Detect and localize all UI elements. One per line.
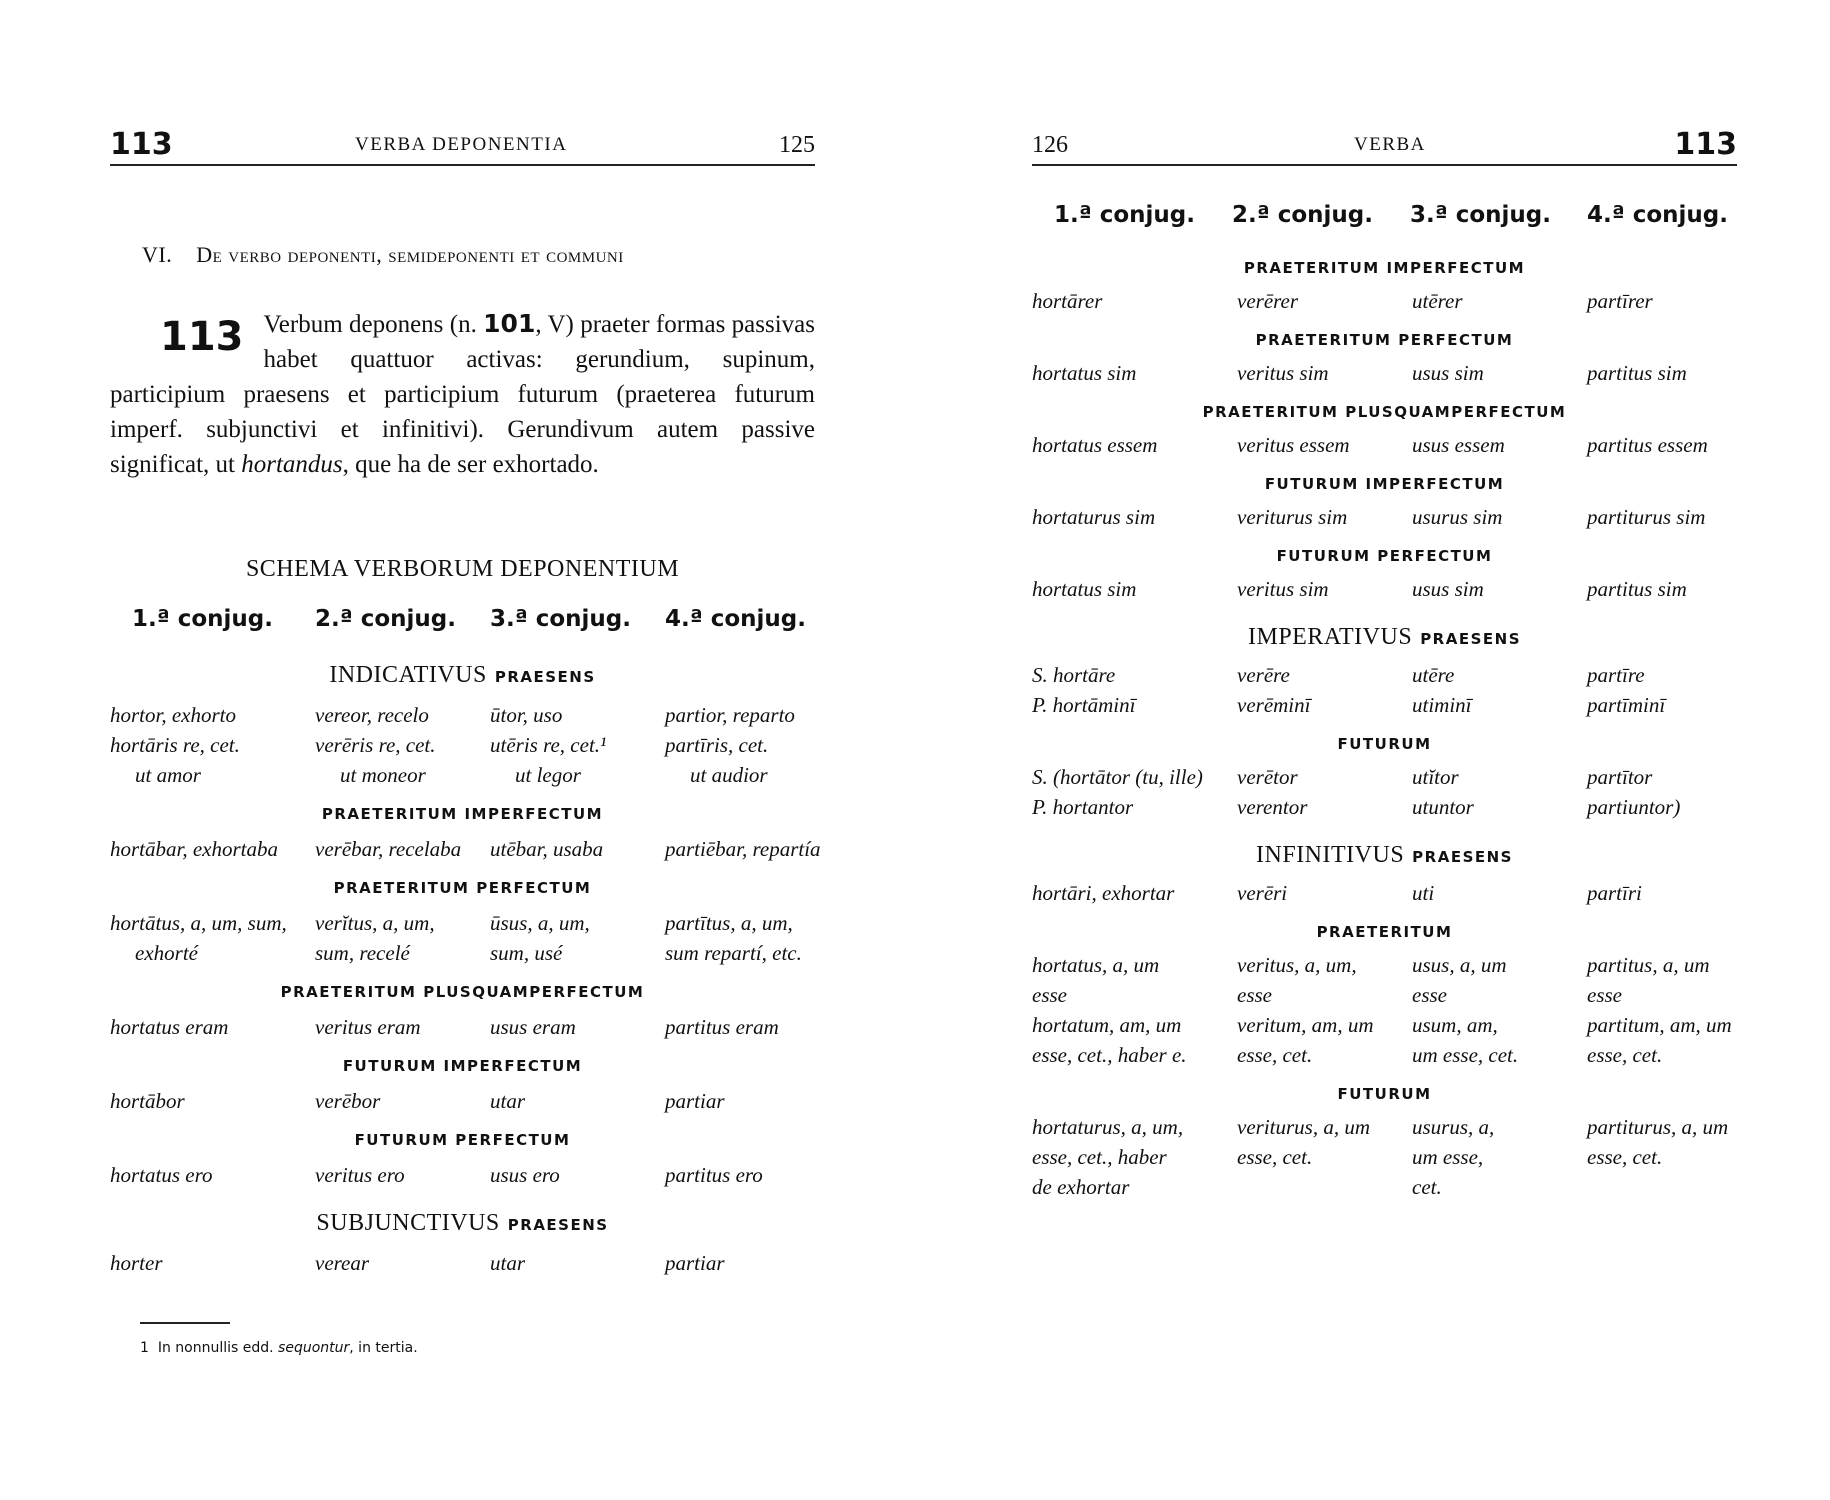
table-row xyxy=(1032,358,1737,388)
table-row xyxy=(1032,1112,1737,1142)
table-cell: verērer xyxy=(1237,289,1299,313)
table-cell: hortatum, am, um xyxy=(1032,1013,1182,1037)
tense-heading-text: INFINITIVUS xyxy=(1256,842,1405,868)
table-row xyxy=(1032,1040,1737,1070)
table-cell: partītus, a, um, xyxy=(665,911,793,935)
running-title: VERBA DEPONENTIA xyxy=(355,134,568,155)
table-cell: verēris re, cet. xyxy=(315,733,436,757)
conjugation-header xyxy=(110,606,815,640)
table-cell: partitus sim xyxy=(1587,577,1687,601)
table-cell: utĭtor xyxy=(1412,765,1459,789)
table-row xyxy=(1032,660,1737,690)
tense-heading xyxy=(1032,836,1737,874)
table-row xyxy=(110,938,815,968)
table-row xyxy=(1032,950,1737,980)
table-cell: esse xyxy=(1587,983,1622,1007)
table-cell: exhorté xyxy=(135,941,198,965)
tense-heading xyxy=(110,656,815,694)
table-cell: utar xyxy=(490,1251,526,1275)
table-cell: hortaturus sim xyxy=(1032,505,1156,529)
tense-subheading: PRAESENS xyxy=(507,1216,609,1234)
table-cell: P. hortāminī xyxy=(1032,693,1136,717)
table-row xyxy=(110,730,815,760)
section-heading xyxy=(142,242,624,268)
table-cell: partiēbar, repartía xyxy=(665,837,821,861)
tense-heading xyxy=(1032,326,1737,354)
table-cell: verĭtus, a, um, xyxy=(315,911,435,935)
table-row xyxy=(1032,1010,1737,1040)
tense-heading-text: FUTURUM xyxy=(1337,1085,1432,1103)
table-cell: sum, usé xyxy=(490,941,563,965)
table-cell: veritus eram xyxy=(315,1015,421,1039)
tense-heading-text: PRAETERITUM PERFECTUM xyxy=(333,879,592,897)
paragraph-marker: 113 xyxy=(160,314,244,360)
tense-heading xyxy=(1032,918,1737,946)
table-row xyxy=(110,1012,815,1042)
footnote xyxy=(140,1340,418,1356)
table-row xyxy=(1032,502,1737,532)
table-cell: partior, reparto xyxy=(665,703,795,727)
table-cell: utēbar, usaba xyxy=(490,837,604,861)
table-cell: utēris re, cet.¹ xyxy=(490,733,607,757)
conjugation-block xyxy=(110,656,815,790)
table-cell: partīris, cet. xyxy=(665,733,769,757)
table-cell: usum, am, xyxy=(1412,1013,1498,1037)
tense-subheading: PRAESENS xyxy=(1420,630,1521,648)
left-running-head xyxy=(110,128,815,166)
table-cell: veriturus sim xyxy=(1237,505,1348,529)
right-tables xyxy=(1032,254,1737,1202)
table-cell: usus ero xyxy=(490,1163,560,1187)
body-paragraph xyxy=(110,306,815,482)
running-title: VERBA xyxy=(1354,134,1426,155)
conjugation-block xyxy=(1032,542,1737,604)
page-number: 125 xyxy=(779,132,815,158)
table-cell: esse xyxy=(1237,983,1272,1007)
right-page xyxy=(1032,0,1737,1500)
para-text-b: , V) praeter formas passivas habet quattuor activas: gerundium, supinum, participium praesens et participium futurum (praeterea futurum imperf. subjunctivi et infinitivi). Gerundivum autem passive significat, ut xyxy=(110,311,815,478)
paragraph-number: 113 xyxy=(110,127,173,162)
tense-heading xyxy=(110,1204,815,1242)
conjugation-block xyxy=(110,800,821,864)
table-row xyxy=(1032,878,1737,908)
para-text-a: Verbum deponens (n. xyxy=(263,311,484,338)
table-cell: hortaturus, a, um, xyxy=(1032,1115,1184,1139)
table-cell: hortatus ero xyxy=(110,1163,213,1187)
tense-subheading: PRAESENS xyxy=(1412,848,1513,866)
table-cell: partitus eram xyxy=(665,1015,779,1039)
table-row xyxy=(110,1086,815,1116)
table-row xyxy=(1032,690,1737,720)
table-cell: usus, a, um xyxy=(1412,953,1507,977)
table-cell: sum, recelé xyxy=(315,941,410,965)
table-cell: partīri xyxy=(1587,881,1642,905)
tense-heading xyxy=(1032,398,1737,426)
table-cell: hortāri, exhortar xyxy=(1032,881,1175,905)
tense-heading-text: PRAETERITUM PERFECTUM xyxy=(1255,331,1514,349)
table-cell: verentor xyxy=(1237,795,1308,819)
table-row xyxy=(110,700,815,730)
tense-heading-text: PRAETERITUM IMPERFECTUM xyxy=(1243,259,1526,277)
table-cell: usurus, a, xyxy=(1412,1115,1495,1139)
table-cell: esse, cet. xyxy=(1237,1043,1313,1067)
table-row xyxy=(1032,574,1737,604)
conjugation-block xyxy=(1032,254,1737,316)
table-cell: partitus, a, um xyxy=(1587,953,1710,977)
conjugation-label: 1.ª conjug. xyxy=(132,606,273,632)
tense-heading-text: FUTURUM xyxy=(1337,735,1432,753)
table-cell: partiturus, a, um xyxy=(1587,1115,1729,1139)
conjugation-block xyxy=(110,1126,815,1190)
table-cell: esse xyxy=(1412,983,1447,1007)
conjugation-block xyxy=(1032,618,1737,720)
tense-heading xyxy=(1032,470,1737,498)
tense-heading-text: FUTURUM PERFECTUM xyxy=(1276,547,1493,565)
section-roman: VI. xyxy=(142,242,173,267)
table-row xyxy=(110,834,821,864)
conjugation-block xyxy=(1032,326,1737,388)
table-row xyxy=(1032,1142,1737,1172)
footnote-rule xyxy=(140,1322,230,1324)
tense-heading xyxy=(110,1126,815,1154)
table-row xyxy=(1032,286,1737,316)
conjugation-block xyxy=(110,978,815,1042)
left-tables xyxy=(110,656,821,1278)
table-cell: sum repartí, etc. xyxy=(665,941,802,965)
table-cell: esse, cet. xyxy=(1237,1145,1313,1169)
tense-heading-text: FUTURUM IMPERFECTUM xyxy=(1264,475,1505,493)
conjugation-block xyxy=(1032,730,1737,822)
conjugation-label: 4.ª conjug. xyxy=(665,606,806,632)
table-cell: veritus sim xyxy=(1237,361,1329,385)
para-ref: 101 xyxy=(483,309,536,338)
table-cell: cet. xyxy=(1412,1175,1442,1199)
table-cell: usus essem xyxy=(1412,433,1505,457)
conjugation-label: 4.ª conjug. xyxy=(1587,202,1728,228)
table-cell: esse, cet., haber e. xyxy=(1032,1043,1187,1067)
tense-heading xyxy=(1032,1080,1737,1108)
paragraph-number: 113 xyxy=(1674,127,1737,162)
tense-heading-text: PRAETERITUM xyxy=(1316,923,1453,941)
conjugation-block xyxy=(1032,398,1737,460)
table-cell: partitus ero xyxy=(665,1163,763,1187)
table-cell: ut moneor xyxy=(340,763,426,787)
tense-heading xyxy=(110,978,815,1006)
tense-heading-text: PRAETERITUM PLUSQUAMPERFECTUM xyxy=(1202,403,1567,421)
table-cell: utiminī xyxy=(1412,693,1472,717)
conjugation-label: 2.ª conjug. xyxy=(1232,202,1373,228)
table-cell: um esse, xyxy=(1412,1145,1484,1169)
table-row xyxy=(1032,1172,1737,1202)
conjugation-label: 2.ª conjug. xyxy=(315,606,456,632)
table-cell: veritus sim xyxy=(1237,577,1329,601)
para-text-c: , que ha de ser exhortado. xyxy=(342,451,599,478)
table-cell: de exhortar xyxy=(1032,1175,1130,1199)
tense-heading-text: FUTURUM IMPERFECTUM xyxy=(342,1057,583,1075)
tense-heading xyxy=(110,874,815,902)
tense-heading-text: FUTURUM PERFECTUM xyxy=(354,1131,571,1149)
conjugation-header xyxy=(1032,202,1737,236)
conjugation-block xyxy=(1032,836,1737,908)
left-page xyxy=(110,0,821,1500)
footnote-text-b: , in tertia. xyxy=(349,1340,418,1356)
tense-heading-text: IMPERATIVUS xyxy=(1248,624,1413,650)
table-row xyxy=(1032,762,1737,792)
table-cell: partitus essem xyxy=(1587,433,1708,457)
conjugation-label: 3.ª conjug. xyxy=(490,606,631,632)
table-cell: usus sim xyxy=(1412,577,1484,601)
footnote-italic: sequontur xyxy=(278,1340,350,1356)
tense-heading xyxy=(110,1052,815,1080)
table-cell: hortatus, a, um xyxy=(1032,953,1160,977)
table-cell: hortor, exhorto xyxy=(110,703,236,727)
section-title-text: De verbo deponenti, semideponenti et communi xyxy=(196,242,624,267)
tense-heading-text: PRAETERITUM IMPERFECTUM xyxy=(321,805,604,823)
table-cell: utuntor xyxy=(1412,795,1474,819)
schema-title: SCHEMA VERBORUM DEPONENTIUM xyxy=(245,556,680,582)
table-cell: hortatus essem xyxy=(1032,433,1158,457)
right-running-head xyxy=(1032,128,1737,166)
table-cell: partītor xyxy=(1587,765,1653,789)
table-cell: ūtor, uso xyxy=(490,703,563,727)
tense-heading xyxy=(1032,730,1737,758)
tense-heading xyxy=(1032,254,1737,282)
table-cell: horter xyxy=(110,1251,163,1275)
tense-heading-text: INDICATIVUS xyxy=(329,662,487,688)
table-cell: partiar xyxy=(665,1089,725,1113)
table-row xyxy=(110,1248,815,1278)
table-cell: veritum, am, um xyxy=(1237,1013,1374,1037)
table-cell: utar xyxy=(490,1089,526,1113)
table-row xyxy=(1032,430,1737,460)
table-cell: esse, cet. xyxy=(1587,1043,1663,1067)
page-number: 126 xyxy=(1032,132,1068,158)
conjugation-label: 1.ª conjug. xyxy=(1054,202,1195,228)
table-cell: esse xyxy=(1032,983,1067,1007)
table-cell: verētor xyxy=(1237,765,1298,789)
tense-heading xyxy=(1032,618,1737,656)
table-cell: hortātus, a, um, sum, xyxy=(110,911,287,935)
table-cell: vereor, recelo xyxy=(315,703,429,727)
table-cell: ut audior xyxy=(690,763,768,787)
table-cell: verēre xyxy=(1237,663,1290,687)
table-cell: P. hortantor xyxy=(1032,795,1134,819)
table-cell: um esse, cet. xyxy=(1412,1043,1519,1067)
conjugation-block xyxy=(1032,470,1737,532)
table-cell: partitum, am, um xyxy=(1587,1013,1732,1037)
tense-heading-text: SUBJUNCTIVUS xyxy=(316,1210,500,1236)
table-row xyxy=(1032,980,1737,1010)
table-row xyxy=(110,1160,815,1190)
table-cell: verēri xyxy=(1237,881,1288,905)
footnote-text-a: In nonnullis edd. xyxy=(157,1340,279,1356)
table-cell: hortābor xyxy=(110,1089,185,1113)
table-cell: hortāris re, cet. xyxy=(110,733,240,757)
tense-heading xyxy=(1032,542,1737,570)
conjugation-block xyxy=(110,1052,815,1116)
table-cell: partitus sim xyxy=(1587,361,1687,385)
table-cell: esse, cet., haber xyxy=(1032,1145,1167,1169)
table-cell: hortatus sim xyxy=(1032,577,1137,601)
tense-heading-text: PRAETERITUM PLUSQUAMPERFECTUM xyxy=(280,983,645,1001)
table-row xyxy=(1032,792,1737,822)
table-cell: hortatus sim xyxy=(1032,361,1137,385)
table-cell: veritus essem xyxy=(1237,433,1350,457)
para-example: hortandus xyxy=(241,451,343,478)
table-cell: partīminī xyxy=(1587,693,1666,717)
table-cell: verēminī xyxy=(1237,693,1311,717)
table-cell: veritus, a, um, xyxy=(1237,953,1357,977)
conjugation-block xyxy=(1032,918,1737,1070)
table-cell: ut legor xyxy=(515,763,581,787)
table-cell: esse, cet. xyxy=(1587,1145,1663,1169)
table-cell: ut amor xyxy=(135,763,201,787)
conjugation-block xyxy=(110,874,815,968)
conjugation-block xyxy=(110,1204,815,1278)
table-cell: veriturus, a, um xyxy=(1237,1115,1370,1139)
tense-subheading: PRAESENS xyxy=(494,668,596,686)
table-cell: verēbor xyxy=(315,1089,381,1113)
table-cell: partīre xyxy=(1587,663,1645,687)
table-cell: utērer xyxy=(1412,289,1463,313)
tense-heading xyxy=(110,800,815,828)
conjugation-block xyxy=(1032,1080,1737,1202)
table-cell: partiturus sim xyxy=(1587,505,1706,529)
table-cell: verēbar, recelaba xyxy=(315,837,462,861)
table-cell: usus sim xyxy=(1412,361,1484,385)
table-cell: partiuntor) xyxy=(1587,795,1681,819)
table-cell: usus eram xyxy=(490,1015,576,1039)
table-cell: partiar xyxy=(665,1251,725,1275)
table-cell: ūsus, a, um, xyxy=(490,911,590,935)
table-row xyxy=(110,760,815,790)
table-cell: usurus sim xyxy=(1412,505,1503,529)
table-cell: uti xyxy=(1412,881,1435,905)
conjugation-label: 3.ª conjug. xyxy=(1410,202,1551,228)
table-cell: hortatus eram xyxy=(110,1015,229,1039)
table-cell: S. hortāre xyxy=(1032,663,1116,687)
table-cell: utēre xyxy=(1412,663,1455,687)
footnote-num: 1 xyxy=(140,1340,149,1356)
table-cell: verear xyxy=(315,1251,370,1275)
table-cell: veritus ero xyxy=(315,1163,405,1187)
table-cell: partīrer xyxy=(1587,289,1653,313)
table-cell: hortārer xyxy=(1032,289,1103,313)
table-cell: S. (hortātor (tu, ille) xyxy=(1032,765,1203,789)
table-row xyxy=(110,908,815,938)
table-cell: hortābar, exhortaba xyxy=(110,837,278,861)
